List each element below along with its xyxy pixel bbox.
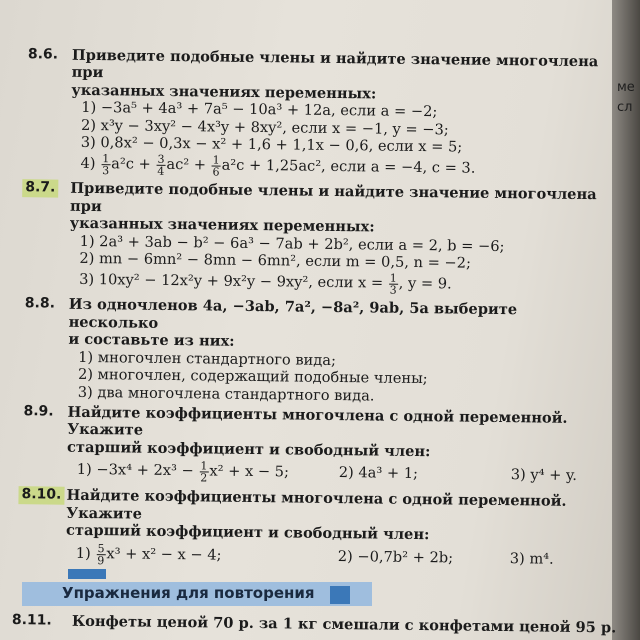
exercise-content	[4, 46, 605, 579]
exercise-title: указанных значениях переменных:	[69, 214, 375, 236]
exercise-number: 8.10.	[18, 486, 64, 504]
exercise-number: 8.9.	[23, 403, 54, 420]
exercise-item: 3) y⁴ + y.	[510, 466, 578, 485]
numerator: 1	[102, 152, 110, 166]
exercise-item	[76, 539, 338, 572]
exercise-title: Из одночленов 4a, −3ab, 7a², −8a², 9ab, 5a выберите несколько	[68, 296, 518, 332]
denominator: 9	[97, 553, 105, 568]
exercise-items-row	[5, 455, 600, 490]
exercise-item: 3) 0,8x² − 0,3x − x² + 1,6 + 1,1x − 0,6, если x = 5;	[80, 133, 463, 156]
denominator: 3	[389, 283, 397, 297]
exercise-title: указанных значениях переменных:	[71, 81, 377, 103]
exercise-number: 8.11.	[11, 612, 52, 629]
fraction	[156, 154, 165, 177]
numerator: 1	[389, 271, 397, 285]
item-text: x² + x − 5;	[209, 462, 290, 481]
exercise-title: старший коэффициент и свободный член:	[65, 521, 430, 544]
next-page-edge	[612, 0, 640, 640]
exercise-item: 2) x³y − 3xy² − 4x³y + 8xy², если x = −1, y = −3;	[80, 116, 449, 138]
item-prefix: 4)	[80, 155, 101, 173]
fraction	[199, 460, 208, 483]
fraction	[101, 153, 110, 176]
item-text: x³ + x² − x − 4;	[106, 545, 222, 564]
item-text: ac² +	[166, 156, 211, 174]
exercise-8-6	[8, 46, 605, 184]
exercise-title: Найдите коэффициенты многочлена с одной переменной. Укажите	[67, 403, 568, 439]
exercise-item: 2) mn − 6mn² − 8mn − 6mn², если m = 0,5, n = −2;	[79, 249, 472, 272]
section-banner-accent	[68, 569, 106, 579]
exercise-title: Приведите подобные члены и найдите значение многочлена при	[71, 46, 599, 82]
section-banner-title: Упражнения для повторения	[62, 584, 315, 602]
item-text: , y = 9.	[398, 275, 452, 293]
exercise-item: 3) m⁴.	[509, 550, 554, 569]
edge-text: сл	[617, 100, 633, 115]
exercise-number: 8.6.	[27, 46, 59, 63]
numerator: 1	[212, 153, 220, 167]
denominator: 2	[200, 470, 208, 485]
exercise-item: 1) −3a⁵ + 4a³ + 7a⁵ − 10a³ + 12a, если a = −2;	[81, 99, 438, 121]
item-text: a²c + 1,25ac², если a = −4, c = 3.	[221, 157, 476, 178]
exercise-title: и составьте из них:	[68, 331, 235, 351]
denominator: 6	[212, 165, 220, 179]
edge-text: ме	[617, 80, 635, 95]
item-text: 1)	[75, 545, 96, 563]
section-banner-mark	[330, 586, 350, 604]
denominator: 3	[102, 164, 110, 178]
item-text: 3) 10xy² − 12x²y + 9x²y − 9xy², если x =	[79, 271, 388, 293]
fraction	[212, 154, 221, 177]
numerator: 3	[157, 152, 165, 166]
exercise-item: 1) многочлен стандартного вида;	[78, 348, 337, 369]
denominator: 4	[157, 164, 165, 178]
fraction	[389, 273, 398, 296]
exercise-item: 2) −0,7b² + 2b;	[337, 548, 454, 567]
exercise-title: Найдите коэффициенты многочлена с одной переменной. Укажите	[66, 486, 567, 523]
fraction	[96, 543, 105, 566]
exercise-item: 2) многочлен, содержащий подобные члены;	[77, 365, 428, 388]
numerator: 5	[97, 541, 105, 556]
exercise-8-11	[10, 612, 617, 637]
exercise-item: 3) два многочлена стандартного вида.	[77, 383, 375, 404]
exercise-item	[77, 456, 339, 487]
exercise-number: 8.7.	[22, 180, 58, 198]
exercise-title: Конфеты ценой 70 р. за 1 кг смешали с конфетами ценой 95 р.	[71, 612, 617, 637]
exercise-item: 1) 2a³ + 3ab − b² − 6a³ − 7ab + 2b², если a = 2, b = −6;	[79, 232, 505, 255]
exercise-title: старший коэффициент и свободный член:	[67, 438, 431, 460]
item-text: a²c +	[111, 155, 156, 174]
exercise-title: Приведите подобные члены и найдите значение многочлена при	[69, 180, 597, 215]
exercise-item: 2) 4a³ + 1;	[338, 464, 419, 483]
exercise-8-7	[7, 179, 603, 299]
exercise-8-8	[6, 295, 602, 407]
exercise-8-9	[5, 403, 601, 490]
exercise-8-10	[4, 486, 600, 575]
numerator: 1	[200, 458, 208, 473]
item-text: 1) −3x⁴ + 2x³ −	[76, 460, 199, 480]
exercise-number: 8.8.	[24, 295, 56, 313]
